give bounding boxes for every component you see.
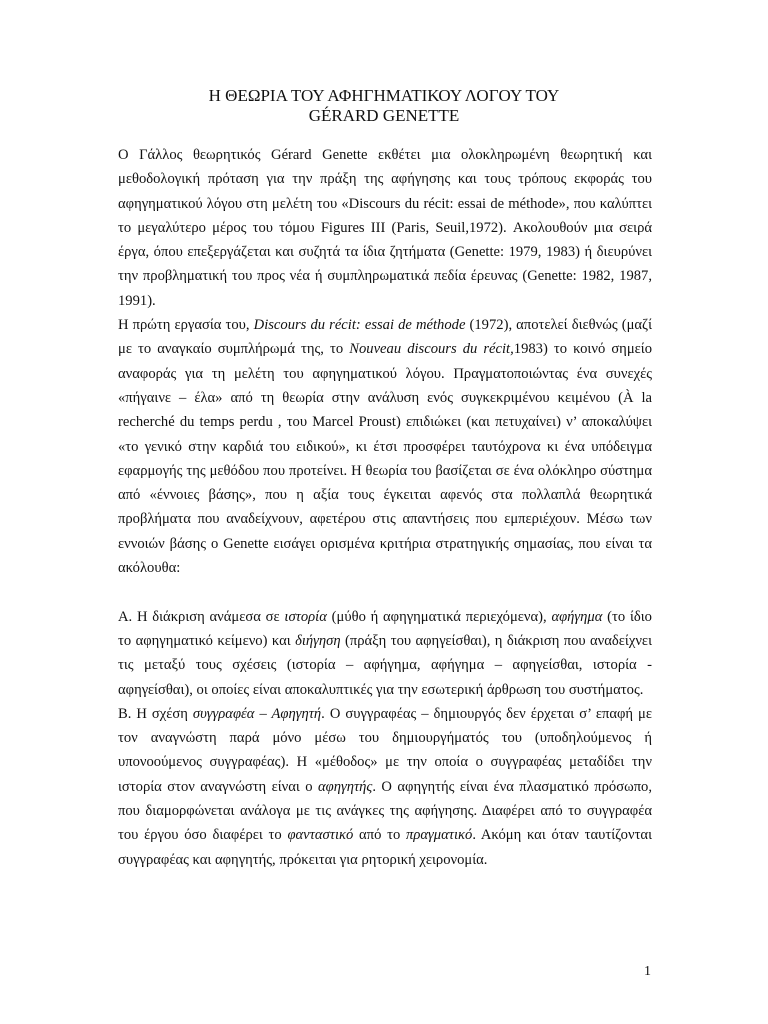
emphasis-text: ιστορία <box>284 608 327 625</box>
body-text: (1972), αποτελεί διεθνώς (μαζί με το αναγκαίο συμπλήρωμά της, το <box>118 317 653 358</box>
emphasis-text: Discours du récit: essai de méthode <box>253 317 466 334</box>
paragraph-intro <box>118 143 652 313</box>
body-text: (το ίδιο το αφηγηματικό κείμενο) και <box>118 608 652 649</box>
emphasis-text: αφήγημα <box>551 608 603 625</box>
emphasis-text: φανταστικό <box>287 827 354 844</box>
body-text: Ο Γάλλος θεωρητικός Gérard Genette εκθέτει μια ολοκληρωμένη θεωρητική και μεθοδολογική πρόταση για την πράξη της αφήγησης και τους τρόπους εκφοράς του αφηγηματικού λόγου στη μελέτη του «Discours du récit: essai de méthode», που καλύπτει το μεγαλύτερο μέρος του τόμου Figures III (Paris, Seuil,1972). Ακολουθούν μια σειρά έργα, όπου επεξεργάζεται και συζητά τα ίδια ζητήματα (Genette: 1979, 1983) ή διευρύνει την προβληματική του προς νέα ή συμπληρωματικά πεδία έρευνας (Genette: 1982, 1987, 1991). <box>118 147 652 309</box>
body-text: από το <box>353 827 407 844</box>
page-number: 1 <box>644 964 651 979</box>
body-text: Β. Η σχέση <box>118 705 193 722</box>
document-title <box>0 86 768 126</box>
paragraph-criterion-a <box>118 605 652 702</box>
body-text: . Ακόμη και όταν ταυτίζονται συγγραφέας και αφηγητής, πρόκειται για ρητορική χειρονομία. <box>118 827 653 868</box>
paragraph-first-work <box>118 313 652 580</box>
body-text: Η πρώτη εργασία του, <box>118 317 254 334</box>
paragraph-gap <box>118 580 652 604</box>
title-line-1: Η ΘΕΩΡΙΑ ΤΟΥ ΑΦΗΓΗΜΑΤΙΚΟΥ ΛΟΓΟΥ ΤΟΥ <box>208 86 560 105</box>
emphasis-text: συγγραφέα – Αφηγητή <box>192 705 322 722</box>
document-body <box>118 143 652 872</box>
emphasis-text: πραγματικό <box>406 827 473 844</box>
title-line-2: GÉRARD GENETTE <box>308 106 460 125</box>
emphasis-text: αφηγητής <box>317 778 373 795</box>
body-text: (μύθο ή αφηγηματικά περιεχόμενα), <box>326 608 552 625</box>
paragraph-criterion-b <box>118 702 652 872</box>
body-text: Α. Η διάκριση ανάμεσα σε <box>118 608 285 625</box>
body-text: . Ο αφηγητής είναι ένα πλασματικό πρόσωπο, που διαμορφώνεται ανάλογα με τις ανάγκες της αφήγησης. Διαφέρει από το συγγραφέα του έργου όσο διαφέρει το <box>118 778 653 844</box>
body-text: 1983) το κοινό σημείο αναφοράς για τη μελέτη του αφηγηματικού λόγου. Πραγματοποιώντας ένα συνεχές «πήγαινε – έλα» από τη θεωρία στην ανάλυση ενός συγκεκριμένου κειμένου (À la recherché du temps perdu , του Marcel Proust) επιδιώκει (και πετυχαίνει) ν’ αποκαλύψει «το γενικό στην καρδιά του ειδικού», κι έτσι προσφέρει ταυτόχρονα κι ένα υπόδειγμα εφαρμογής της μεθόδου που προτείνει. Η θεωρία του βασίζεται σε ένα ολόκληρο σύστημα από «έννοιες βάσης», που η αξία τους έγκειται αφενός στα πολλαπλά θεωρητικά προβλήματα που αναδείχνουν, αφετέρου στις απαντήσεις που εμπεριέχουν. Μέσω των εννοιών βάσης ο Genette εισάγει ορισμένα κριτήρια στρατηγικής σημασίας, που είναι τα ακόλουθα: <box>118 341 652 577</box>
body-text: (πράξη του αφηγείσθαι), η διάκριση που αναδείχνει τις μεταξύ τους σχέσεις (ιστορία – αφήγημα, αφήγημα – αφηγείσθαι, ιστορία - αφηγείσθαι), οι οποίες είναι αποκαλυπτικές για την εσωτερική άρθρωση του συστήματος. <box>118 632 652 698</box>
emphasis-text: Nouveau discours du récit, <box>349 341 514 358</box>
emphasis-text: διήγηση <box>295 632 341 649</box>
body-text: . Ο συγγραφέας – δημιουργός δεν έρχεται σ’ επαφή με τον αναγνώστη παρά μόνο μέσω του δημιουργήματός του (υποδηλούμενος ή υπονοούμενος συγγραφέας). Η «μέθοδος» με την οποία ο συγγραφέας μεταδίδει την ιστορία στον αναγνώστη είναι ο <box>118 705 652 795</box>
